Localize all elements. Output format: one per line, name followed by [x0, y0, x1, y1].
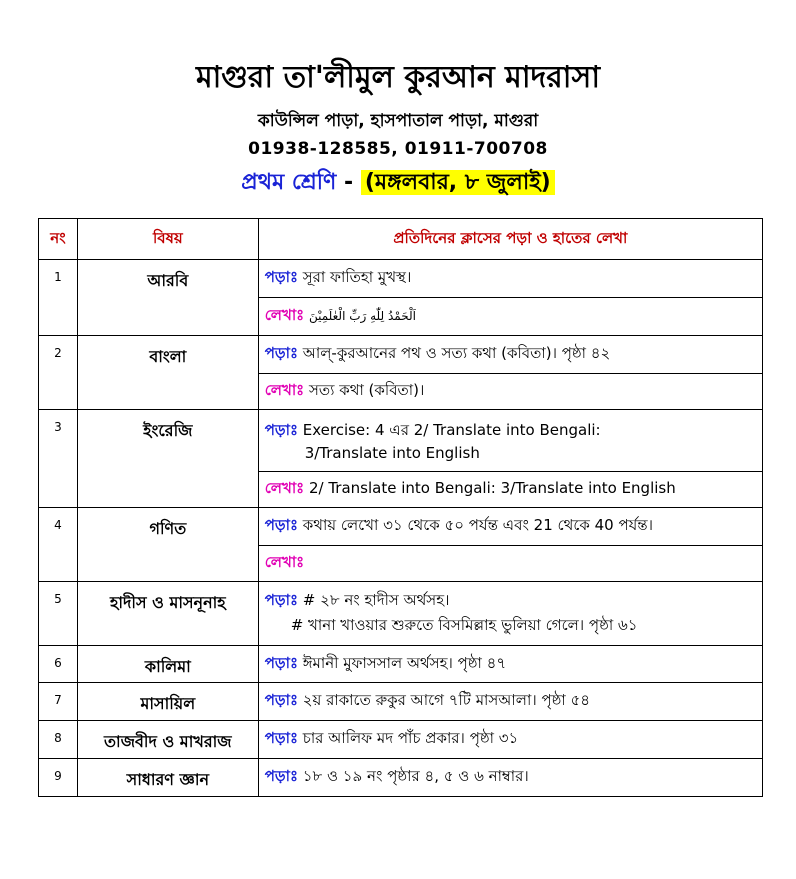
read-label: পড়াঃ: [264, 268, 298, 286]
read-text-line2: # খানা খাওয়ার শুরুতে বিসমিল্লাহ ভুলিয়া গেলে। পৃষ্ঠা ৬১: [290, 615, 638, 634]
header-subject: বিষয়: [77, 219, 258, 260]
row-subject: হাদীস ও মাসনূনাহ: [77, 582, 258, 646]
row-subject: বাংলা: [77, 336, 258, 410]
row-number: 3: [39, 410, 78, 508]
write-text: সত্য কথা (কবিতা)।: [308, 381, 425, 399]
read-cell: [258, 582, 762, 646]
table-row: [39, 336, 763, 374]
read-text: # ২৮ নং হাদীস অর্থসহ।: [302, 590, 450, 609]
table-header-row: [39, 219, 763, 260]
read-label: পড়াঃ: [264, 421, 298, 439]
header-lesson: প্রতিদিনের ক্লাসের পড়া ও হাতের লেখা: [258, 219, 762, 260]
table-row: [39, 260, 763, 298]
row-subject: আরবি: [77, 260, 258, 336]
read-label: পড়াঃ: [264, 767, 298, 785]
row-number: 4: [39, 508, 78, 582]
row-subject: মাসায়িল: [77, 683, 258, 721]
read-cell: [258, 410, 762, 472]
write-cell: [258, 472, 762, 508]
row-number: 9: [39, 759, 78, 797]
homework-table: [38, 218, 763, 797]
read-cell: [258, 759, 762, 797]
read-text: আল্-কুরআনের পথ ও সত্য কথা (কবিতা)। পৃষ্ঠা ৪২: [302, 344, 611, 362]
row-number: 7: [39, 683, 78, 721]
read-cell: [258, 508, 762, 546]
read-text-line2: 3/Translate into English: [304, 444, 480, 462]
read-cell: [258, 721, 762, 759]
table-row: [39, 721, 763, 759]
read-label: পড়াঃ: [264, 344, 298, 362]
write-label: লেখাঃ: [264, 306, 305, 324]
row-subject: তাজবীদ ও মাখরাজ: [77, 721, 258, 759]
header-number: নং: [39, 219, 78, 260]
read-text: ১৮ ও ১৯ নং পৃষ্ঠার ৪, ৫ ও ৬ নাম্বার।: [302, 767, 529, 785]
read-text: কথায় লেখো ৩১ থেকে ৫০ পর্যন্ত এবং 21 থেকে 40 পর্যন্ত।: [302, 516, 653, 534]
read-cell: [258, 336, 762, 374]
table-row: [39, 508, 763, 546]
row-number: 8: [39, 721, 78, 759]
read-text: ২য় রাকাতে রুকুর আগে ৭টি মাসআলা। পৃষ্ঠা ৫৪: [302, 691, 590, 709]
read-label: পড়াঃ: [264, 691, 298, 709]
read-cell: [258, 260, 762, 298]
row-subject: গণিত: [77, 508, 258, 582]
read-cell: [258, 683, 762, 721]
read-text: চার আলিফ মদ পাঁচ প্রকার। পৃষ্ঠা ৩১: [302, 729, 519, 747]
write-cell: [258, 546, 762, 582]
write-cell: [258, 374, 762, 410]
write-cell: [258, 298, 762, 336]
row-number: 1: [39, 260, 78, 336]
class-date: (মঙ্গলবার, ৮ জুলাই): [361, 170, 555, 195]
write-text: اَلْحَمْدُ لِلّٰهِ رَبِّ الْعٰلَمِيْنَ: [308, 309, 416, 323]
madrasa-phone: 01938-128585, 01911-700708: [248, 139, 548, 159]
read-label: পড়াঃ: [264, 653, 298, 672]
table-row: [39, 759, 763, 797]
read-label: পড়াঃ: [264, 729, 298, 747]
table-row: [39, 410, 763, 472]
read-text: Exercise: 4 এর 2/ Translate into Bengali:: [302, 421, 601, 439]
write-label: লেখাঃ: [264, 553, 305, 571]
row-subject: কালিমা: [77, 646, 258, 683]
read-label: পড়াঃ: [264, 590, 298, 609]
class-heading: [0, 166, 796, 200]
row-number: 6: [39, 646, 78, 683]
madrasa-address: কাউন্সিল পাড়া, হাসপাতাল পাড়া, মাগুরা: [257, 111, 539, 131]
madrasa-title: মাগুরা তা'লীমুল কুরআন মাদরাসা: [195, 60, 601, 95]
table-row: [39, 646, 763, 683]
table-row: [39, 582, 763, 646]
row-subject: ইংরেজি: [77, 410, 258, 508]
row-number: 2: [39, 336, 78, 410]
class-dash: -: [336, 170, 361, 195]
write-label: লেখাঃ: [264, 479, 305, 497]
write-text: 2/ Translate into Bengali: 3/Translate into English: [308, 479, 676, 497]
read-text: ঈমানী মুফাসসাল অর্থসহ। পৃষ্ঠা ৪৭: [302, 653, 507, 672]
row-number: 5: [39, 582, 78, 646]
write-label: লেখাঃ: [264, 381, 305, 399]
read-cell: [258, 646, 762, 683]
read-label: পড়াঃ: [264, 516, 298, 534]
table-row: [39, 683, 763, 721]
class-name: প্রথম শ্রেণি: [241, 170, 337, 195]
read-text: সূরা ফাতিহা মুখস্থ।: [302, 268, 412, 286]
row-subject: সাধারণ জ্ঞান: [77, 759, 258, 797]
